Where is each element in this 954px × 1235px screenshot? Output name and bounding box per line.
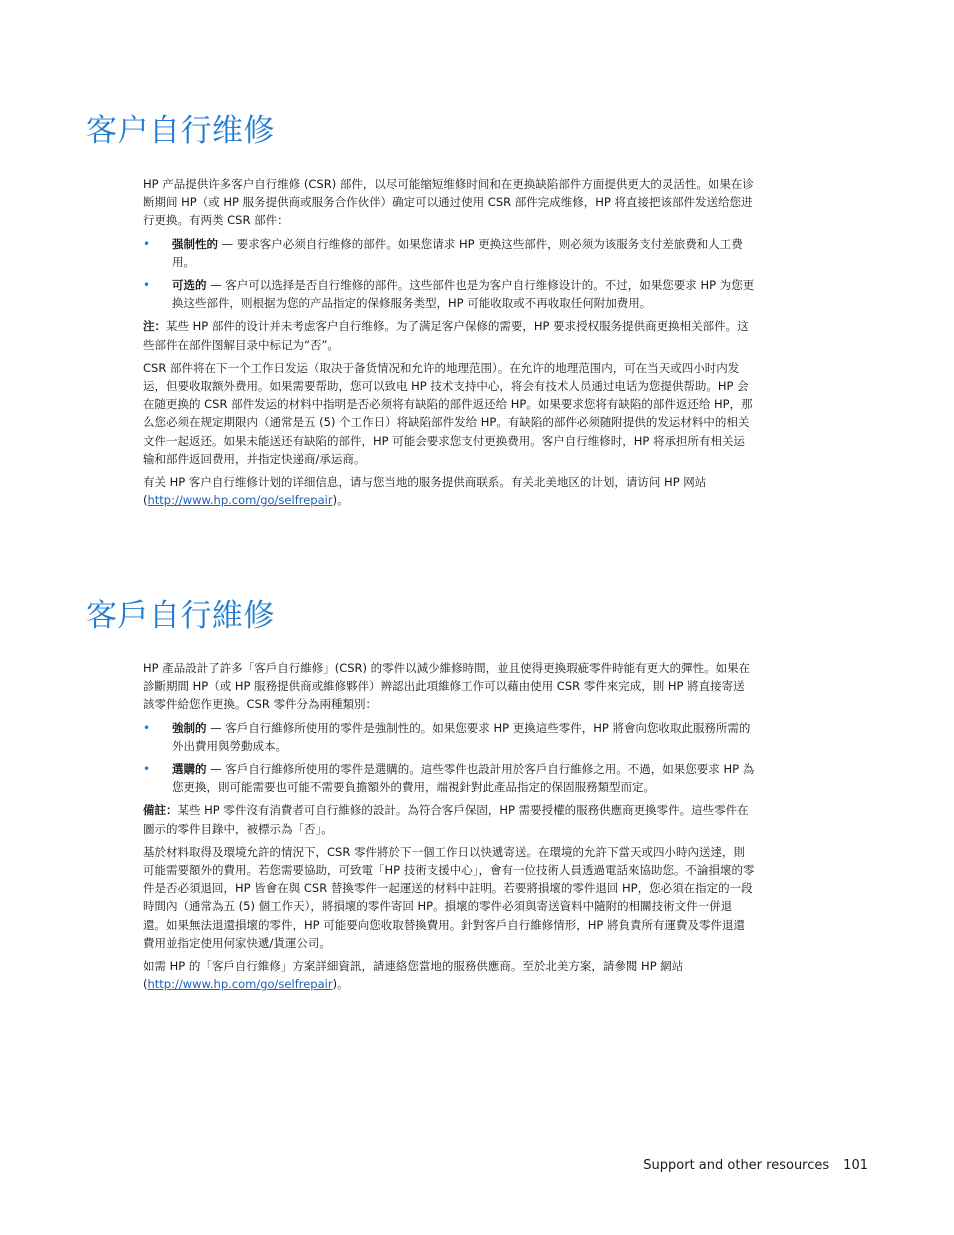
- note-label: 備註：: [143, 803, 178, 818]
- bullet-text: — 客户可以选择是否自行维修的部件。这些部件也是为客户自行维修设计的。不过，如果您要求 HP 为您更换这些部件，则根据为您的产品指定的保修服务类型，HP 可能收取或不再收取任何附加费用。: [172, 278, 755, 311]
- selfrepair-link[interactable]: http://www.hp.com/go/selfrepair: [147, 493, 333, 508]
- bullet-term: 選購的: [172, 762, 207, 777]
- note-text: 某些 HP 部件的设计并未考虑客户自行维修。为了满足客户保修的需要，HP 要求授权服务提供商更换相关部件。这些部件在部件图解目录中标记为“否”。: [143, 319, 749, 352]
- info-text-end: )。: [332, 493, 349, 508]
- shipping-paragraph: CSR 部件将在下一个工作日发运（取决于备货情况和允许的地理范围）。在允许的地理范围内，可在当天或四小时内发运，但要收取额外费用。如果需要帮助，您可以致电 HP 技术支持中心，将会有技术人员通过电话为您提供帮助。HP 会在随更换的 CSR 部件发运的材料中指明是否必须将有缺陷的部件返还给 HP。如果要求您将有缺陷的部件返还给 HP，那么您必须在规定期限内（通常是五 (5) 个工作日）将缺陷部件发给 HP。有缺陷的部件必须随附提供的发运材料中的相关文件一起返还。如果未能送还有缺陷的部件，HP 可能会要求您支付更换费用。客户自行维修时，HP 将承担所有相关运输和部件返回费用，并指定快递商/承运商。: [143, 360, 753, 466]
- bullet-term: 強制的: [172, 720, 207, 735]
- footer-label: Support and other resources: [643, 1158, 830, 1173]
- note-label: 注：: [143, 319, 166, 334]
- bullet-icon: •: [143, 236, 151, 251]
- list-item: [143, 719, 755, 755]
- list-item: [143, 276, 755, 312]
- section-title: 客户自行维修: [86, 113, 275, 149]
- section-title: 客戶自行維修: [86, 598, 275, 634]
- bullet-term: 可选的: [172, 278, 207, 293]
- info-text-end: )。: [332, 977, 349, 992]
- list-item: [143, 235, 755, 271]
- note-paragraph: [143, 317, 755, 353]
- bullet-text: — 客戶自行維修所使用的零件是強制性的。如果您要求 HP 更換這些零件，HP 將會向您收取此服務所需的外出費用與勞動成本。: [172, 720, 751, 753]
- bullet-list: [143, 719, 755, 797]
- page-footer: [643, 1158, 868, 1173]
- info-paragraph: [143, 473, 755, 509]
- bullet-icon: •: [143, 278, 151, 293]
- list-item: [143, 760, 755, 796]
- bullet-list: [143, 235, 755, 313]
- intro-paragraph: HP 产品提供许多客户自行维修 (CSR) 部件，以尽可能缩短维修时间和在更换缺陷部件方面提供更大的灵活性。如果在诊断期间 HP（或 HP 服务提供商或服务合作伙伴）确定可以通过使用 CSR 部件完成维修，HP 将直接把该部件发送给您进行更换。有两类 CSR 部件：: [143, 177, 754, 228]
- section-body: [143, 175, 755, 514]
- note-paragraph: [143, 801, 755, 837]
- info-paragraph: [143, 957, 755, 993]
- intro-paragraph: HP 產品設計了許多「客戶自行維修」(CSR) 的零件以減少維修時間，並且使得更換瑕疵零件時能有更大的彈性。如果在診斷期間 HP（或 HP 服務提供商或維修夥伴）辨認出此項維修工作可以藉由使用 CSR 零件來完成，則 HP 將直接寄送該零件給您作更換。CSR 零件分為兩種類別：: [143, 661, 751, 712]
- bullet-icon: •: [143, 720, 151, 735]
- bullet-term: 强制性的: [172, 236, 218, 251]
- selfrepair-link[interactable]: http://www.hp.com/go/selfrepair: [147, 977, 333, 992]
- section-body: [143, 659, 755, 998]
- bullet-text: — 要求客户必须自行维修的部件。如果您请求 HP 更换这些部件，则必须为该服务支付差旅费和人工费用。: [172, 236, 743, 269]
- note-text: 某些 HP 零件沒有消費者可自行維修的設計。為符合客戶保固，HP 需要授權的服務供應商更換零件。這些零件在圖示的零件目錄中，被標示為「否」。: [143, 803, 749, 836]
- bullet-text: — 客戶自行維修所使用的零件是選購的。這些零件也設計用於客戶自行維修之用。不過，如果您要求 HP 為您更換，則可能需要也可能不需要負擔額外的費用，端視針對此產品指定的保固服務類型而定。: [172, 762, 755, 795]
- bullet-icon: •: [143, 762, 151, 777]
- info-text: 有关 HP 客户自行维修计划的详细信息，请与您当地的服务提供商联系。有关北美地区的计划，请访问 HP 网站 (: [143, 475, 707, 508]
- info-text: 如需 HP 的「客戶自行維修」方案詳細資訊，請連絡您當地的服務供應商。至於北美方案，請參閱 HP 網站 (: [143, 959, 684, 992]
- shipping-paragraph: 基於材料取得及環境允許的情況下，CSR 零件將於下一個工作日以快遞寄送。在環境的允許下當天或四小時內送達，則可能需要額外的費用。若您需要協助，可致電「HP 技術支援中心」，會有一位技術人員透過電話來協助您。不論損壞的零件是否必須退回，HP 皆會在與 CSR 替換零件一起運送的材料中註明。若要將損壞的零件退回 HP，您必須在指定的一段時間內（通常為五 (5) 個工作天），將損壞的零件寄回 HP。損壞的零件必須與寄送資料中隨附的相關技術文件一併退還。如果無法退還損壞的零件，HP 可能要向您收取替換費用。針對客戶自行維修情形，HP 將負責所有運費及零件退還費用並指定使用何家快遞/貨運公司。: [143, 844, 755, 950]
- page-number: 101: [843, 1158, 868, 1173]
